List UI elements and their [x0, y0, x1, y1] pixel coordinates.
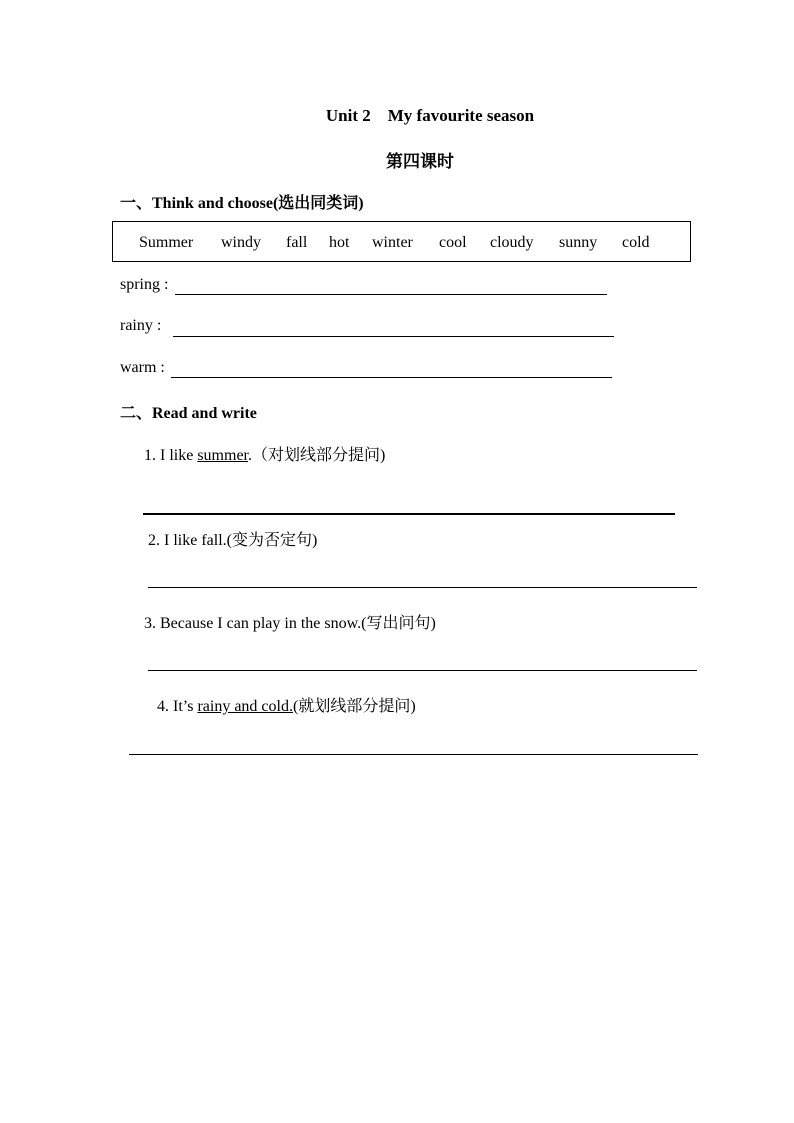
question-4-underlined: rainy and cold.: [197, 698, 293, 715]
question-4: [157, 693, 416, 716]
question-2: 2. I like fall.(变为否定句): [148, 532, 318, 549]
lesson-subtitle: 第四课时: [386, 152, 454, 171]
answer-line-spring[interactable]: [175, 294, 607, 295]
answer-line-rainy[interactable]: [173, 336, 614, 337]
answer-line-warm[interactable]: [171, 377, 612, 378]
answer-line-4[interactable]: [129, 754, 698, 755]
question-1-underlined: summer: [197, 447, 248, 464]
question-1: [144, 442, 385, 465]
word-bank-item: hot: [329, 234, 350, 251]
question-4-suffix: (就划线部分提问): [292, 698, 416, 715]
word-bank-item: sunny: [559, 234, 598, 251]
word-bank: [112, 221, 691, 262]
word-bank-item: Summer: [139, 234, 194, 251]
page-title: Unit 2 My favourite season: [325, 106, 535, 125]
word-bank-item: winter: [372, 234, 413, 251]
word-bank-item: cold: [622, 234, 650, 251]
answer-line-2[interactable]: [148, 587, 697, 588]
section1-heading: 一、Think and choose(选出同类词): [120, 195, 364, 212]
answer-line-3[interactable]: [148, 670, 697, 671]
prompt-spring: spring :: [120, 276, 169, 293]
word-bank-item: cool: [439, 234, 467, 251]
answer-line-1[interactable]: [143, 513, 675, 515]
word-bank-item: cloudy: [490, 234, 534, 251]
section2-heading: 二、Read and write: [120, 405, 257, 422]
question-1-suffix: .（对划线部分提问): [248, 447, 386, 464]
question-1-prefix: 1. I like: [144, 447, 194, 464]
prompt-warm: warm :: [120, 359, 165, 376]
question-3: 3. Because I can play in the snow.(写出问句): [144, 615, 436, 632]
word-bank-item: fall: [286, 234, 308, 251]
prompt-rainy: rainy :: [120, 317, 162, 334]
word-bank-item: windy: [221, 234, 261, 251]
question-4-prefix: 4. It’s: [157, 698, 194, 715]
